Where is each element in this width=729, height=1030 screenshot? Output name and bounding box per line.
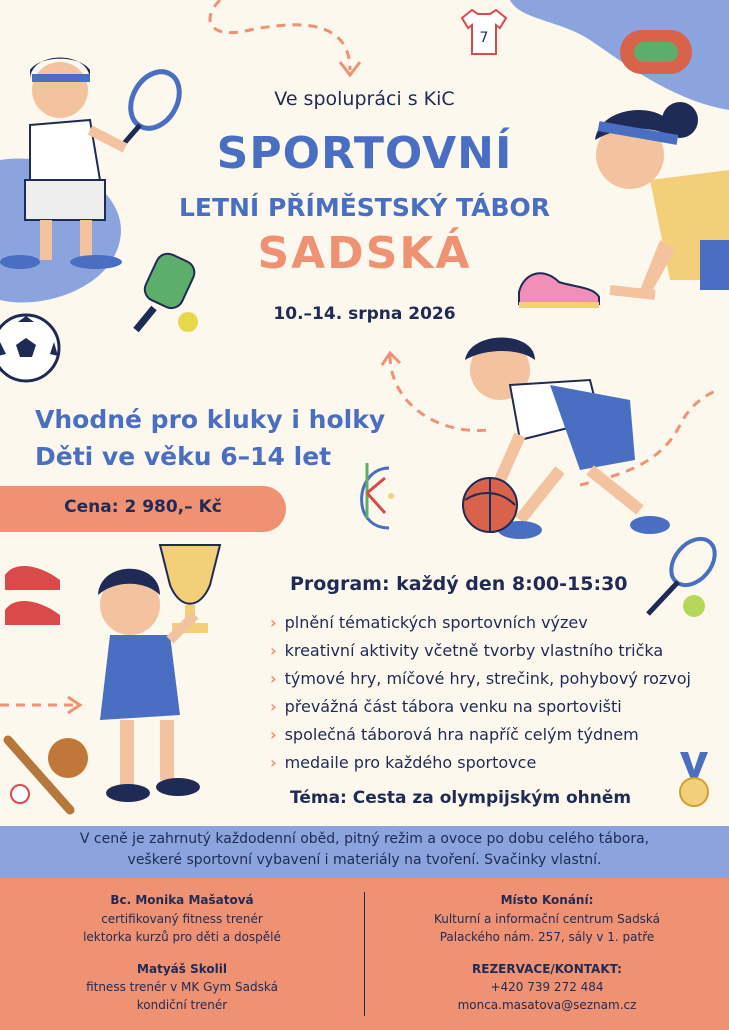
program-item: › převážná část tábora venku na sportovišti (270, 697, 622, 716)
kic-logo (345, 458, 405, 538)
included-line: veškeré sportovní vybavení i materiály na tvoření. Svačinky vlastní. (127, 852, 602, 868)
jersey-icon (458, 8, 510, 56)
chevron-right-icon: › (270, 725, 277, 744)
camp-theme: Téma: Cesta za olympijským ohněm (290, 788, 632, 808)
program-item: › týmové hry, míčové hry, strečink, pohybový rozvoj (270, 669, 691, 688)
venue-address: Palackého nám. 257, sály v 1. patře (439, 930, 655, 944)
baseball-bat-and-glove-icon (0, 730, 95, 820)
title-sportovni: SPORTOVNÍ (216, 128, 513, 179)
dashed-arrow-top (190, 0, 370, 85)
venue-name: Kulturní a informační centrum Sadská (433, 912, 661, 926)
title-sadska: SADSKÁ (257, 228, 472, 279)
chevron-right-icon: › (270, 641, 277, 660)
title-subtitle: LETNÍ PŘÍMĚSTSKÝ TÁBOR (178, 193, 551, 222)
target-audience-line: Vhodné pro kluky i holky (35, 405, 386, 434)
program-item: › medaile pro každého sportovce (270, 753, 537, 772)
target-age-line: Děti ve věku 6–14 let (35, 442, 332, 471)
running-track-icon (616, 22, 696, 82)
program-item: › společná táborová hra napříč celým týdnem (270, 725, 639, 744)
chevron-right-icon: › (270, 613, 277, 632)
trainer-name: Matyáš Skolil (137, 962, 227, 976)
trainer-name: Bc. Monika Mašatová (110, 893, 254, 907)
trainer-role: certifikovaný fitness trenér (101, 912, 263, 926)
program-item: › kreativní aktivity včetně tvorby vlastního trička (270, 641, 664, 660)
price-label: Cena: 2 980,– Kč (64, 497, 222, 517)
included-line: V ceně je zahrnutý každodenní oběd, pitný režim a ovoce po dobu celého tábora, (79, 831, 650, 847)
program-item: › plnění tématických sportovních výzev (270, 613, 588, 632)
chevron-right-icon: › (270, 753, 277, 772)
trainer-role: kondiční trenér (136, 998, 228, 1012)
chevron-right-icon: › (270, 697, 277, 716)
program-heading: Program: každý den 8:00-15:30 (290, 573, 628, 595)
gold-medal-icon (672, 752, 716, 810)
trainer-role: fitness trenér v MK Gym Sadská (86, 980, 278, 994)
cooperation-note: Ve spolupráci s KiC (274, 88, 455, 110)
contact-phone[interactable]: +420 739 272 484 (490, 980, 604, 994)
chevron-right-icon: › (270, 669, 277, 688)
venue-heading: Místo Konání: (500, 893, 594, 907)
football-boots-icon (0, 550, 70, 630)
svg-text:7: 7 (479, 30, 489, 46)
contact-heading: REZERVACE/KONTAKT: (472, 962, 622, 976)
basketball-player-illustration (440, 330, 670, 550)
tennis-racket-icon (638, 532, 724, 622)
trainer-role: lektorka kurzů pro děti a dospělé (83, 930, 281, 944)
event-dates: 10.–14. srpna 2026 (273, 304, 456, 324)
contact-email[interactable]: monca.masatova@seznam.cz (457, 998, 637, 1012)
